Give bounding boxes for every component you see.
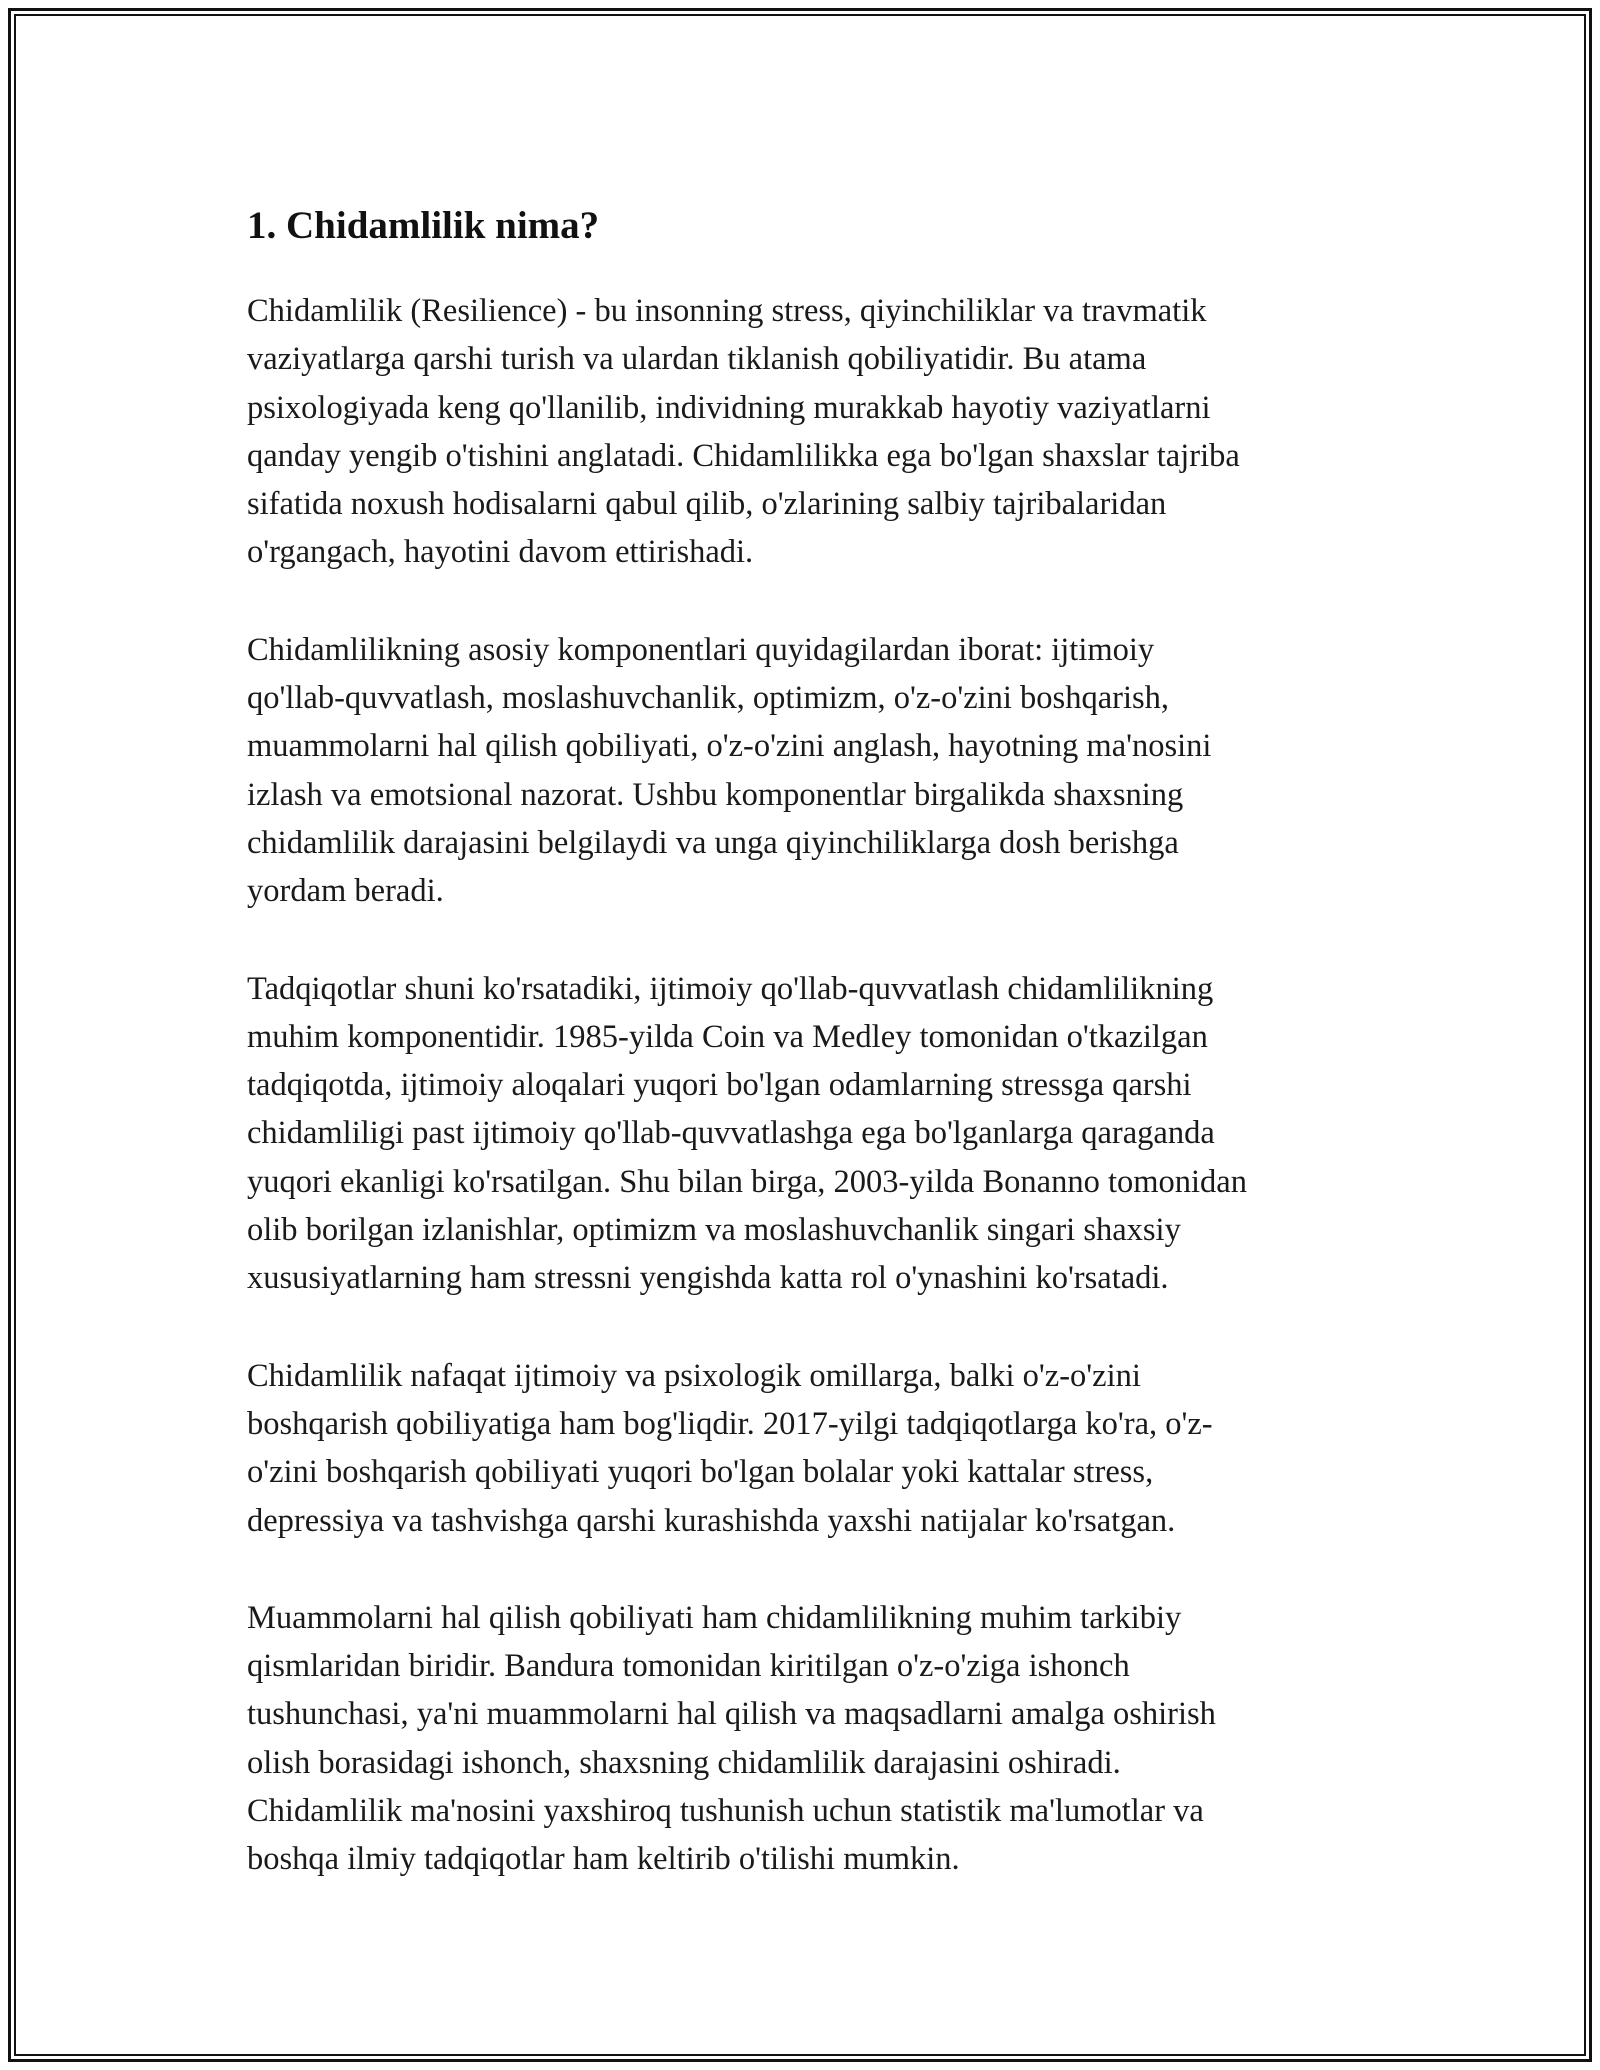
paragraph-definition: Chidamlilik (Resilience) - bu insonning stress, qiyinchiliklar va travmatik vaziyatlarga qarshi turish va ulardan tiklanish qobiliyatidir. Bu atama psixologiyada keng qo'llanilib, individning murakkab hayotiy vaziyatlarni qanday yengib o'tishini anglatadi. Chidamlilikka ega bo'lgan shaxslar tajriba sifatida noxush hodisalarni qabul qilib, o'zlarining salbiy tajribalaridan o'rgangach, hayotini davom ettirishadi.: [247, 293, 1240, 571]
paragraph-components: Chidamlilikning asosiy komponentlari quyidagilardan iborat: ijtimoiy qo'llab-quvvatlash, moslashuvchanlik, optimizm, o'z-o'zini boshqarish, muammolarni hal qilish qobiliyati, o'z-o'zini anglash, hayotning ma'nosini izlash va emotsional nazorat. Ushbu komponentlar birgalikda shaxsning chidamlilik darajasini belgilaydi va unga qiyinchiliklarga dosh berishga yordam beradi.: [247, 631, 1212, 910]
page-border: [8, 8, 1592, 2062]
document-body: [247, 191, 1387, 1933]
paragraph-social-support: Tadqiqotlar shuni ko'rsatadiki, ijtimoiy qo'llab-quvvatlash chidamlilikning muhim komponentidir. 1985-yilda Coin va Medley tomonidan o'tkazilgan tadqiqotda, ijtimoiy aloqalari yuqori bo'lgan odamlarning stressga qarshi chidamliligi past ijtimoiy qo'llab-quvvatlashga ega bo'lganlarga qaraganda yuqori ekanligi ko'rsatilgan. Shu bilan birga, 2003-yilda Bonanno tomonidan olib borilgan izlanishlar, optimizm va moslashuvchanlik singari shaxsiy xususiyatlarning ham stressni yengishda katta rol o'ynashini ko'rsatadi.: [247, 970, 1247, 1297]
paragraph-self-regulation: Chidamlilik nafaqat ijtimoiy va psixologik omillarga, balki o'z-o'zini boshqarish qobiliyatiga ham bog'liqdir. 2017-yilgi tadqiqotlarga ko'ra, o'z- o'zini boshqarish qobiliyati yuqori bo'lgan bolalar yoki kattalar stress, depressiya va tashvishga qarshi kurashishda yaxshi natijalar ko'rsatgan.: [247, 1357, 1213, 1539]
section-heading: 1. Chidamlilik nima?: [247, 204, 600, 247]
paragraph-problem-solving: Muammolarni hal qilish qobiliyati ham chidamlilikning muhim tarkibiy qismlaridan biridir. Bandura tomonidan kiritilgan o'z-o'ziga ishonch tushunchasi, ya'ni muammolarni hal qilish va maqsadlarni amalga oshirish olish borasidagi ishonch, shaxsning chidamlilik darajasini oshiradi. Chidamlilik ma'nosini yaxshiroq tushunish uchun statistik ma'lumotlar va boshqa ilmiy tadqiqotlar ham keltirib o'tilishi mumkin.: [247, 1599, 1216, 1878]
